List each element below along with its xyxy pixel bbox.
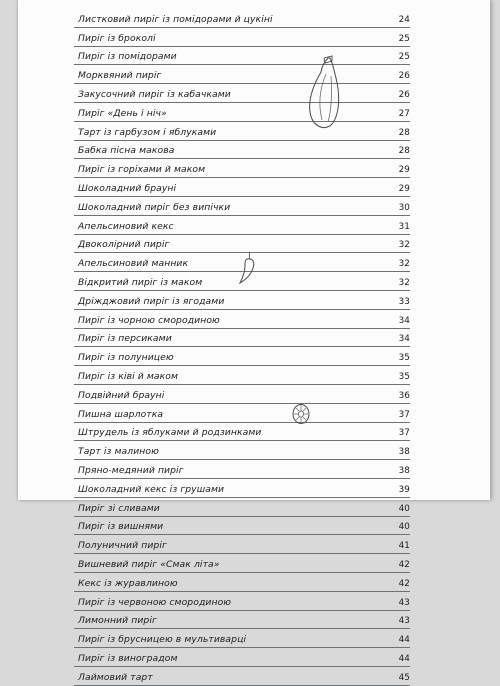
toc-entry <box>74 423 410 442</box>
toc-entry-page-number: 37 <box>398 428 410 439</box>
toc-entry-title: Пишна шарлотка <box>78 408 164 420</box>
toc-entry-page-number: 35 <box>398 371 410 382</box>
toc-entry-title: Апельсиновий манник <box>78 258 189 270</box>
toc-entry-title: Бабка пісна макова <box>78 145 175 157</box>
toc-entry <box>74 47 410 66</box>
toc-entry-title: Апельсиновий кекс <box>78 220 174 232</box>
toc-entry-page-number: 43 <box>398 597 410 608</box>
toc-entry <box>74 667 410 686</box>
toc-entry-title: Пиріг «День і ніч» <box>78 107 167 119</box>
toc-entry-title: Пиріг із виноградом <box>78 652 178 664</box>
toc-entry <box>74 479 410 498</box>
toc-entry-page-number: 24 <box>398 14 410 25</box>
toc-entry-page-number: 45 <box>398 672 410 683</box>
table-of-contents <box>74 9 410 686</box>
toc-entry-page-number: 32 <box>398 259 410 270</box>
toc-entry-page-number: 44 <box>398 635 410 646</box>
toc-entry <box>74 197 410 216</box>
toc-entry-title: Пряно-медяний пиріг <box>78 464 184 476</box>
toc-entry-title: Закусочний пиріг із кабачками <box>78 88 231 100</box>
toc-entry-title: Шоколадний пиріг без випічки <box>78 201 231 213</box>
toc-entry-title: Пиріг із ківі й маком <box>78 370 179 382</box>
zucchini-icon <box>306 54 346 134</box>
toc-entry <box>74 122 410 141</box>
kiwi-icon <box>290 402 312 426</box>
chili-pepper-icon <box>237 250 259 286</box>
toc-entry-page-number: 25 <box>398 33 410 44</box>
toc-entry <box>74 310 410 329</box>
toc-entry-title: Кекс із журавлиною <box>78 577 178 589</box>
toc-entry <box>74 554 410 573</box>
toc-entry <box>74 141 410 160</box>
toc-entry <box>74 498 410 517</box>
toc-entry-page-number: 30 <box>398 202 410 213</box>
toc-entry <box>74 347 410 366</box>
toc-entry-title: Морквяний пиріг <box>78 70 162 82</box>
toc-entry-page-number: 34 <box>398 315 410 326</box>
toc-entry <box>74 648 410 667</box>
toc-entry-page-number: 32 <box>398 277 410 288</box>
toc-entry-page-number: 41 <box>398 541 410 552</box>
toc-entry-page-number: 26 <box>398 89 410 100</box>
toc-entry <box>74 517 410 536</box>
toc-entry <box>74 178 410 197</box>
toc-entry <box>74 84 410 103</box>
toc-entry-page-number: 36 <box>398 390 410 401</box>
toc-entry <box>74 216 410 235</box>
toc-entry <box>74 629 410 648</box>
toc-entry <box>74 460 410 479</box>
toc-entry-page-number: 38 <box>398 447 410 458</box>
toc-entry-title: Пиріг із чорною смородиною <box>78 314 220 326</box>
toc-entry-title: Пиріг із червоною смородиною <box>78 596 232 608</box>
toc-entry-page-number: 43 <box>398 616 410 627</box>
toc-entry-title: Шоколадний брауні <box>78 182 177 194</box>
toc-entry-page-number: 44 <box>398 653 410 664</box>
toc-entry <box>74 441 410 460</box>
toc-entry-page-number: 42 <box>398 559 410 570</box>
toc-entry-title: Пиріг із полуницею <box>78 352 174 364</box>
toc-entry-title: Пиріг із горіхами й маком <box>78 164 206 176</box>
toc-entry-title: Пиріг із вишнями <box>78 521 164 533</box>
toc-entry-page-number: 34 <box>398 334 410 345</box>
toc-entry-page-number: 32 <box>398 240 410 251</box>
toc-entry-page-number: 42 <box>398 578 410 589</box>
toc-entry-page-number: 29 <box>398 165 410 176</box>
toc-entry <box>74 573 410 592</box>
toc-entry-page-number: 28 <box>398 127 410 138</box>
toc-entry-page-number: 29 <box>398 183 410 194</box>
toc-entry-title: Пиріг із брусницею в мультиварці <box>78 634 247 646</box>
toc-entry <box>74 103 410 122</box>
toc-entry <box>74 28 410 47</box>
toc-entry-title: Лимонний пиріг <box>78 615 157 627</box>
toc-entry <box>74 329 410 348</box>
toc-entry-page-number: 39 <box>398 484 410 495</box>
toc-entry-page-number: 40 <box>398 503 410 514</box>
toc-entry <box>74 611 410 630</box>
toc-entry-title: Двоколірний пиріг <box>78 239 170 251</box>
toc-entry-title: Листковий пиріг із помідорами й цукіні <box>78 13 273 25</box>
toc-entry-page-number: 37 <box>398 409 410 420</box>
toc-entry-title: Вишневий пиріг «Смак літа» <box>78 558 220 570</box>
toc-entry <box>74 366 410 385</box>
toc-entry-title: Дріжджовий пиріг із ягодами <box>78 295 225 307</box>
toc-entry-title: Пиріг із персиками <box>78 333 172 345</box>
toc-entry-page-number: 33 <box>398 296 410 307</box>
toc-entry-title: Полуничний пиріг <box>78 540 167 552</box>
toc-entry <box>74 385 410 404</box>
toc-entry-title: Пиріг зі сливами <box>78 502 160 514</box>
toc-entry-title: Подвійний брауні <box>78 389 165 401</box>
toc-entry-title: Відкритий пиріг із маком <box>78 276 203 288</box>
toc-entry-title: Тарт із малиною <box>78 446 159 458</box>
book-page <box>18 0 490 683</box>
toc-entry-page-number: 25 <box>398 52 410 63</box>
toc-entry-title: Пиріг із помідорами <box>78 51 177 63</box>
toc-entry-page-number: 28 <box>398 146 410 157</box>
toc-entry <box>74 535 410 554</box>
toc-entry <box>74 404 410 423</box>
toc-entry-title: Штрудель із яблуками й родзинками <box>78 427 262 439</box>
toc-entry-page-number: 35 <box>398 353 410 364</box>
toc-entry-page-number: 31 <box>398 221 410 232</box>
toc-entry-title: Пиріг із броколі <box>78 32 156 44</box>
toc-entry-title: Тарт із гарбузом і яблуками <box>78 126 217 138</box>
toc-entry <box>74 291 410 310</box>
toc-entry-page-number: 40 <box>398 522 410 533</box>
toc-entry <box>74 592 410 611</box>
toc-entry <box>74 9 410 28</box>
toc-entry-page-number: 27 <box>398 108 410 119</box>
toc-entry <box>74 65 410 84</box>
toc-entry-page-number: 26 <box>398 71 410 82</box>
toc-entry <box>74 159 410 178</box>
toc-entry-page-number: 38 <box>398 465 410 476</box>
toc-entry-title: Лаймовий тарт <box>78 671 153 683</box>
toc-entry-title: Шоколадний кекс із грушами <box>78 483 225 495</box>
